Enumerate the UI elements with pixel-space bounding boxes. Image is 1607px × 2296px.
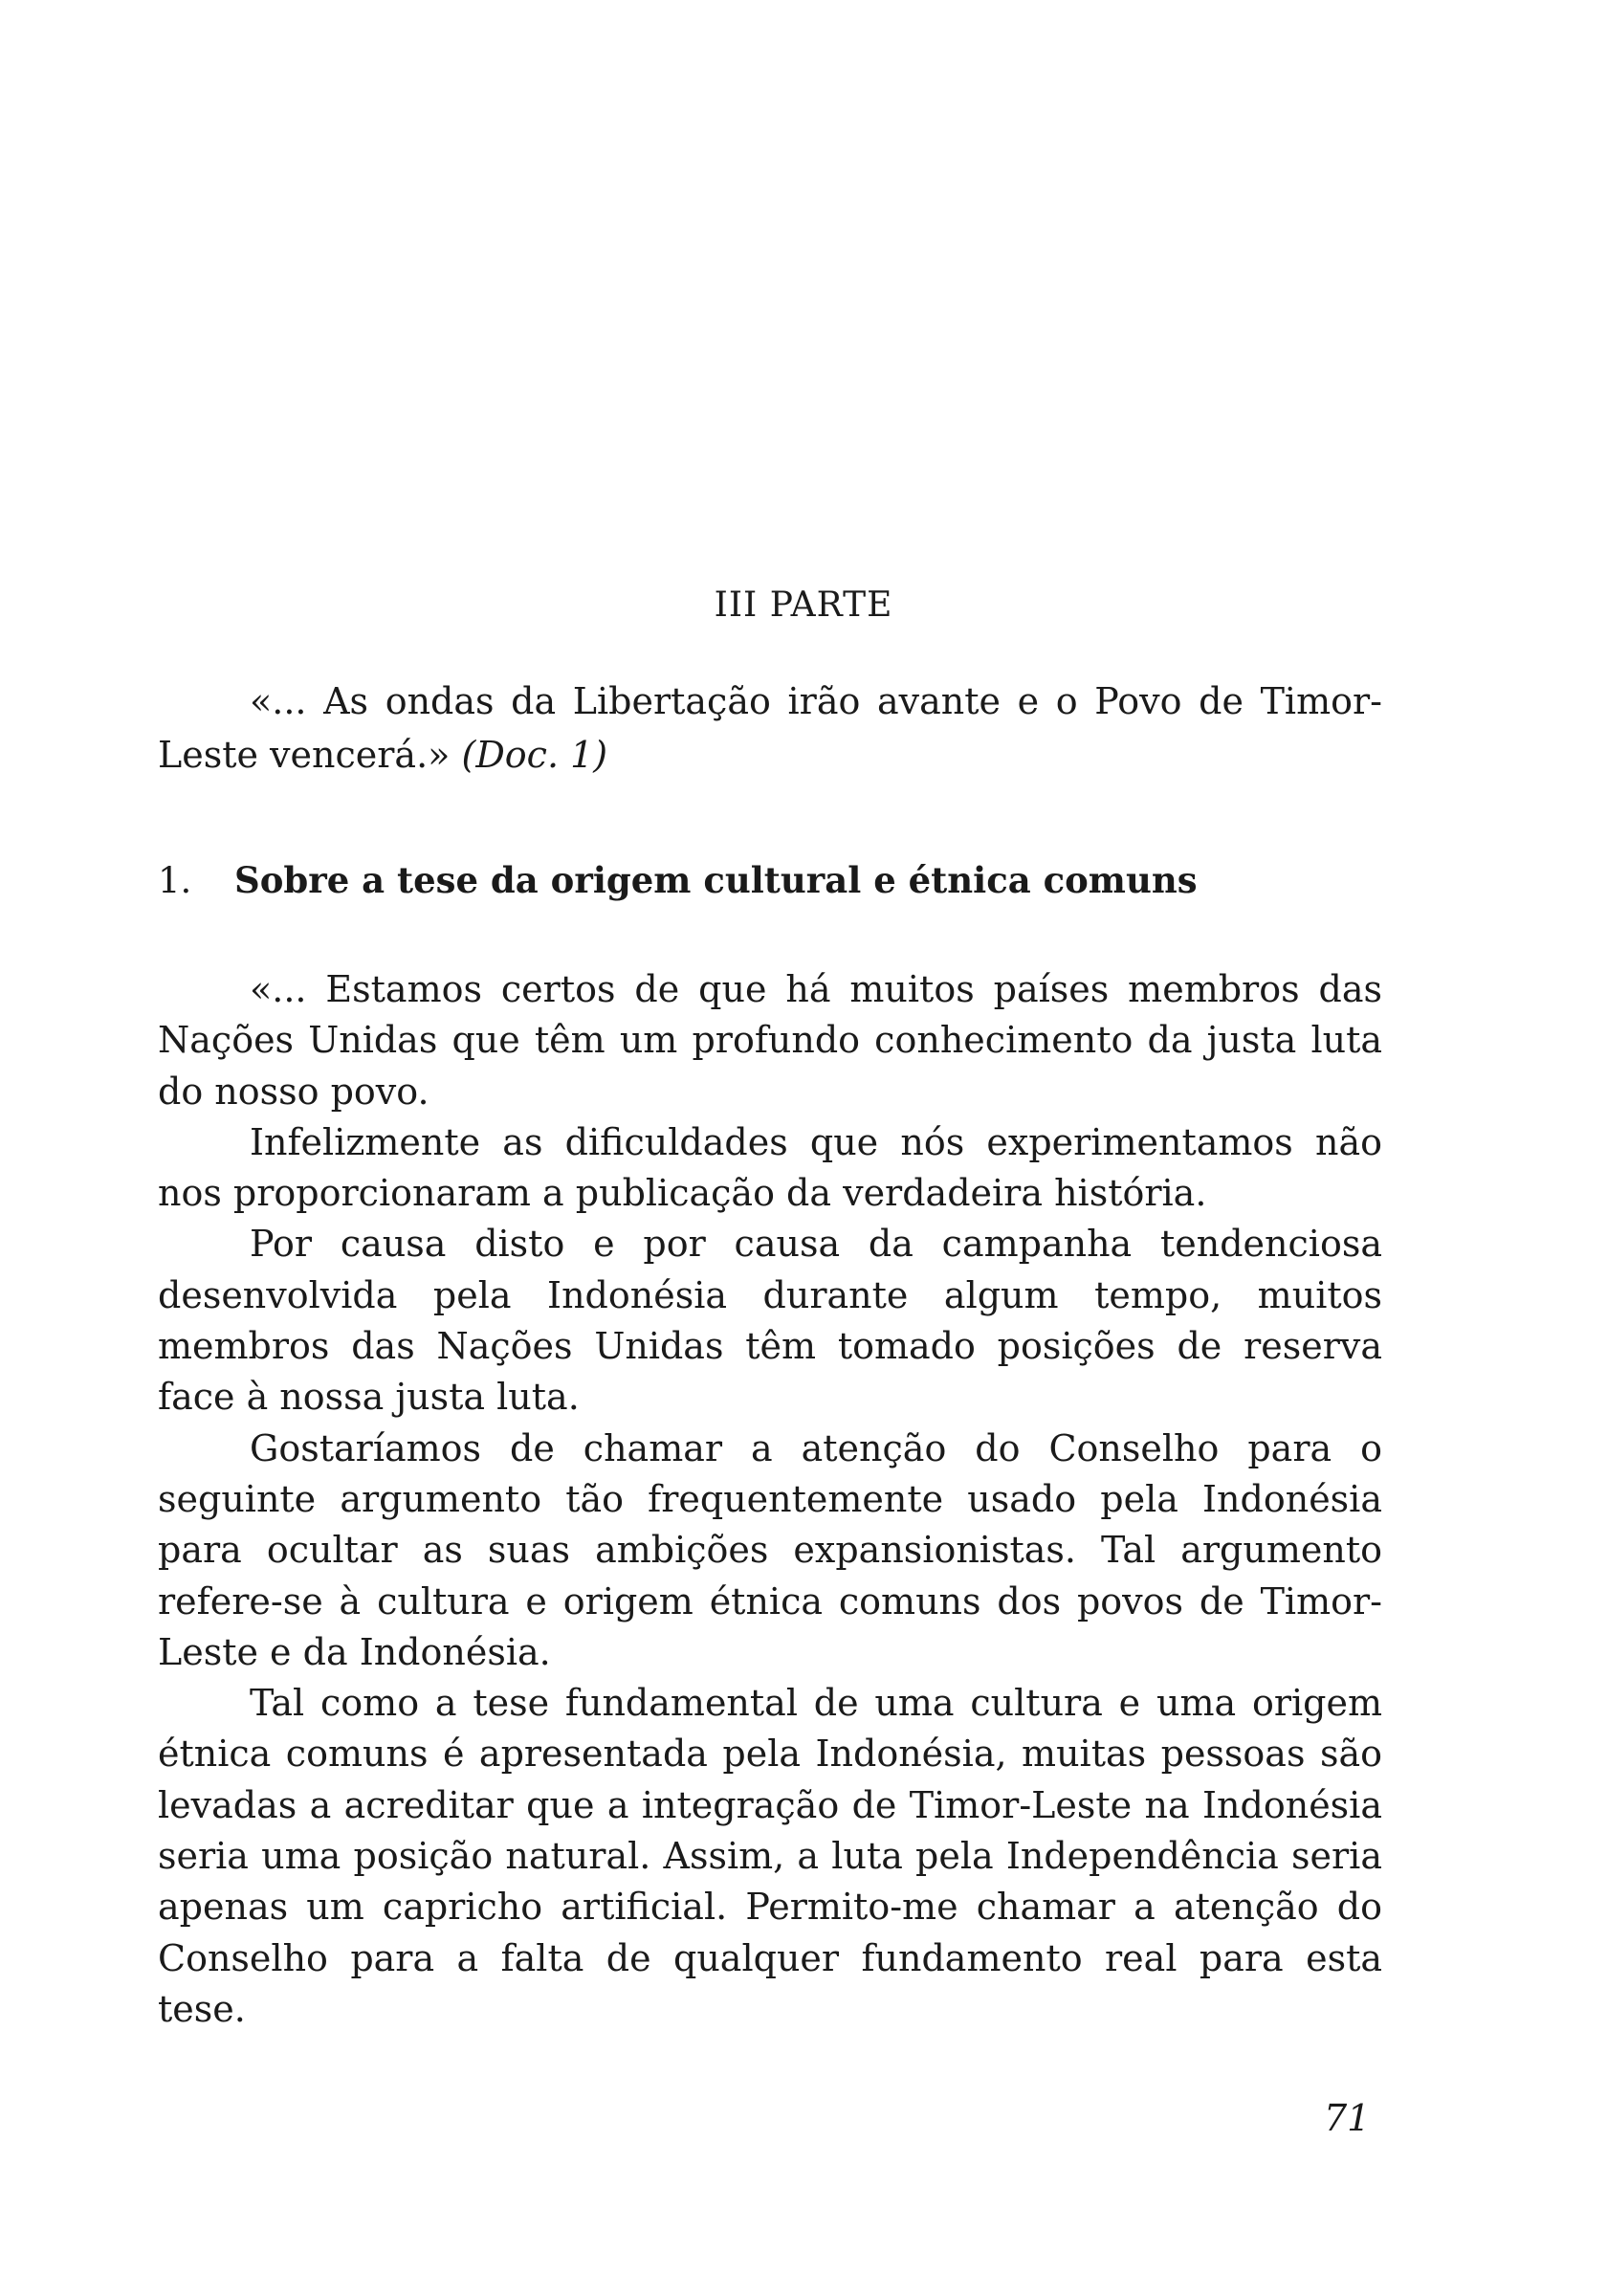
epigraph-reference: (Doc. 1) [461, 734, 608, 776]
section-title: Sobre a tese da origem cultural e étnica comuns [234, 859, 1198, 901]
paragraph: Por causa disto e por causa da campanha tendenciosa desenvolvida pela Indonésia durante algum tempo, muitos membros das Nações Unidas têm tomado posições de reserva face à nossa justa luta. [158, 1223, 1382, 1419]
paragraph: Gostaríamos de chamar a atenção do Conselho para o seguinte argumento tão frequentemente usado pela Indonésia para ocultar as suas ambições expansionistas. Tal argumento refere-se à cultura e origem étnica comuns dos povos de Timor-Leste e da Indonésia. [158, 1426, 1382, 1673]
part-title: III PARTE [714, 585, 893, 625]
page-number: 71 [1324, 2097, 1371, 2139]
paragraph: «... Estamos certos de que há muitos países membros das Nações Unidas que têm um profundo conhecimento da justa luta do nosso povo. [158, 968, 1382, 1113]
section-heading [158, 859, 1382, 901]
paragraph: Tal como a tese fundamental de uma cultura e uma origem étnica comuns é apresentada pela Indonésia, muitas pessoas são levadas a acreditar que a integração de Timor-Leste na Indonésia seria uma posição natural. Assim, a luta pela Independência seria apenas um capricho artificial. Permito-me chamar a atenção do Conselho para a falta de qualquer fundamento real para esta tese. [158, 1682, 1382, 2030]
section-number: 1. [158, 860, 192, 901]
epigraph [158, 674, 1382, 782]
body-text [158, 964, 1382, 2035]
epigraph-text: «... As ondas da Libertação irão avante e o Povo de Timor-Leste vencerá.» [158, 680, 1382, 776]
paragraph: Infelizmente as dificuldades que nós experimentamos não nos proporcionaram a publicação da verdadeira história. [158, 1120, 1382, 1215]
